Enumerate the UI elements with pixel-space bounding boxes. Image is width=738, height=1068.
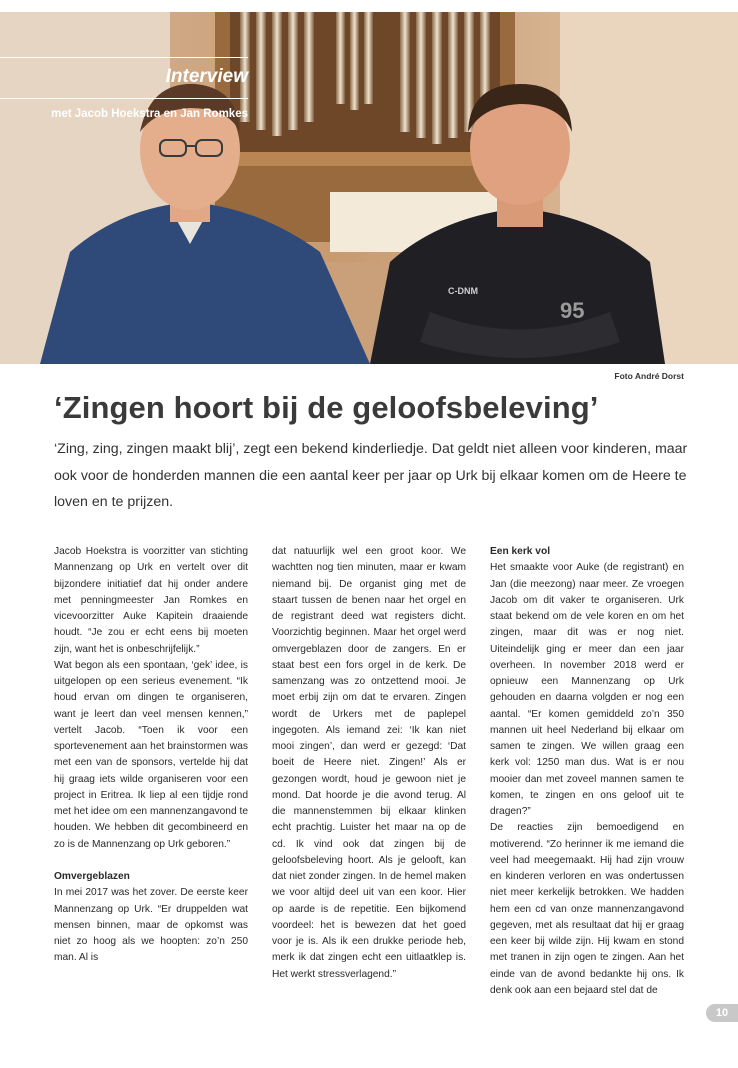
article-column-2 bbox=[272, 544, 466, 983]
article-column-3 bbox=[490, 544, 684, 999]
col1-paragraph-1: Jacob Hoekstra is voorzitter van stichting Mannenzang op Urk en vertelt over dit bijzondere initiatief dat hij onder andere met penningmeester Jan Romkes en vicevoorzitter Auke Kapitein draaiende houdt. “Je zou er echt eens bij moeten zijn, want het is onbeschrijfelijk.” bbox=[54, 546, 248, 655]
article-headline: ‘Zingen hoort bij de geloofsbeleving’ bbox=[54, 390, 599, 425]
page-number: 10 bbox=[706, 1004, 738, 1022]
shirt-print: C-DNM bbox=[448, 286, 478, 296]
col3-paragraph-1: Het smaakte voor Auke (de registrant) en Jan (die meezong) naar meer. Ze vroegen Jacob om dit vaker te organiseren. Urk staat bekend om de vele koren en om het zingen, maar dit was er nog niet. Uiteindelijk ging er meer dan een jaar overheen. In november 2018 werd er opnieuw een Mannenzang op Urk gehouden en daarna volgden er nog een aantal. “Er komen gemiddeld zo’n 350 mannen uit heel Nederland bij elkaar om samen te zingen. We willen graag een kerk vol: 1250 man dus. Wat is er nou mooier dan met zoveel mannen samen te komen, te zingen en ons geloof uit te dragen?” bbox=[490, 562, 684, 817]
hero-photo bbox=[0, 12, 738, 364]
kicker-rule-bottom bbox=[0, 98, 248, 99]
kicker-rule-top bbox=[0, 57, 248, 58]
shirt-number: 95 bbox=[560, 298, 585, 323]
hero-photo-illustration bbox=[0, 12, 738, 364]
col2-paragraph-1: dat natuurlijk wel een groot koor. We wachtten nog tien minuten, maar er kwam niemand bij. De organist ging met de staart tussen de benen naar het orgel en de registrant deed wat registers dicht. Voorzichtig beginnen. Maar het orgel werd omvergeblazen door de zangers. En er staat best een fors orgel in de kerk. De samenzang was zo ontzettend mooi. Je moet erbij zijn om dat te ervaren. Zingen wordt de Urkers met de paplepel ingegoten. Als iemand zei: ‘Ik kan niet mooi zingen’, dan werd er gezegd: ‘Dat boeit de Heere niet. Zingen!’ Als er gezongen wordt, houd je gewoon niet je mond. Dat hoorde je die avond terug. Al die mannenstemmen bij elkaar klinken echt prachtig. Luister het maar na op de cd. Ik vind ook dat zingen bij de geloofsbeleving hoort. Als je gelooft, kan dat niet zonder zingen. In de hemel maken we voor altijd deel uit van een koor. Hier op aarde is de repetitie. Een bijkomend voordeel: het is bewezen dat het goed voor je is. Als ik een drukke periode heb, merk ik dat zingen echt een uitlaatklep is. Het werkt stressverlagend.” bbox=[272, 546, 466, 980]
article-lead: ‘Zing, zing, zingen maakt blij’, zegt een bekend kinderliedje. Dat geldt niet alleen voor kinderen, maar ook voor de honderden mannen die een aantal keer per jaar op Urk bij elkaar komen om de Heere te loven en te prijzen. bbox=[54, 441, 688, 510]
col3-subheading: Een kerk vol bbox=[490, 546, 551, 557]
kicker-subtitle: met Jacob Hoekstra en Jan Romkes bbox=[51, 108, 248, 120]
col3-paragraph-2: De reacties zijn bemoedigend en motiverend. “Zo herinner ik me iemand die veel had meegemaakt. Hij had zijn vrouw en kinderen verloren en was ondertussen niet meer kerkelijk betrokken. We hadden hem een cd van onze mannenzangavond gegeven, met als resultaat dat hij er graag een keer bij wilde zijn. Hij kwam en stond met tranen in zijn ogen te zingen. Aan het einde van de avond bedankte hij ons. Ik denk ook aan een bejaard stel dat de bbox=[490, 822, 684, 996]
col1-paragraph-2: Wat begon als een spontaan, ‘gek’ idee, is uitgelopen op een serieus evenement. “Ik houd ervan om dingen te organiseren, want je leert dan veel mensen kennen,” vertelt Jacob. “Toen ik voor een sportevenement aan het brainstormen was met een van de sponsors, vertelde hij dat hij graag iets wilde organiseren voor een project in Eritrea. Ik liep al een tijdje rond met het idee om een mannenzangavond te houden. We hebben dit gecombineerd en zo is de Mannenzang op Urk geboren.” bbox=[54, 659, 248, 850]
col1-paragraph-3: In mei 2017 was het zover. De eerste keer Mannenzang op Urk. “Er druppelden wat mensen binnen, maar de opkomst was niet zo hoog als we hoopten: zo’n 250 man. Al is bbox=[54, 887, 248, 964]
photo-credit: Foto André Dorst bbox=[614, 371, 684, 381]
kicker-title: Interview bbox=[165, 66, 248, 87]
article-column-1 bbox=[54, 544, 248, 967]
col1-subheading: Omvergeblazen bbox=[54, 871, 130, 882]
